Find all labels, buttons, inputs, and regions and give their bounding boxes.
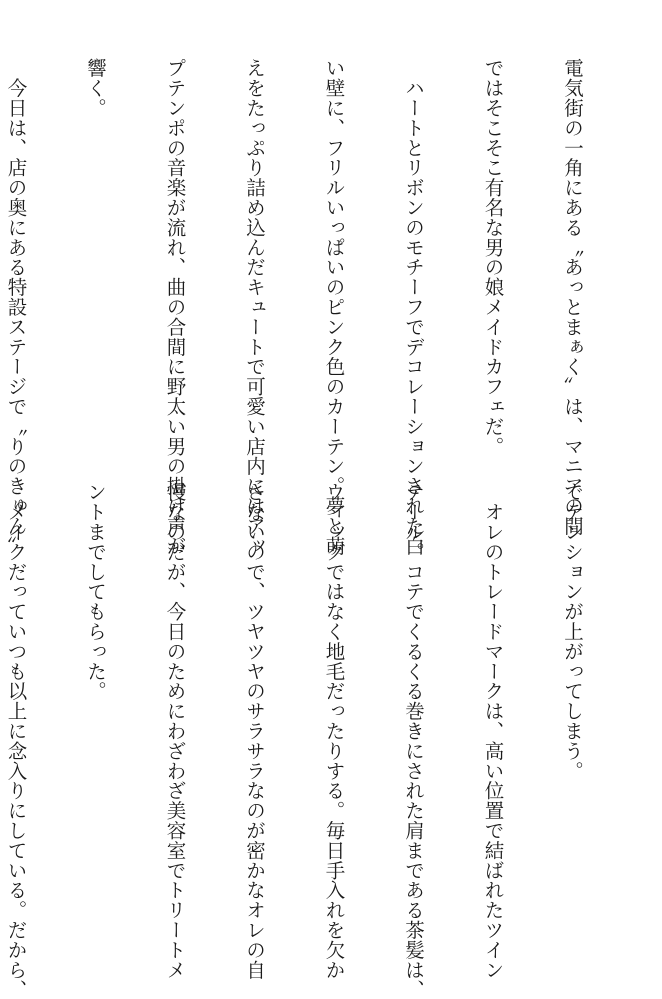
text-column: 慢なのだが、今日のためにわざわざ美容室でトリートメ [163,482,187,980]
top-text-block [4,58,638,556]
text-column: ではそこそこ有名な男の娘メイドカフェだ。 [481,58,505,456]
text-column: 今日は、店の奥にある特設ステージで〝りのきゅん〟 [4,58,28,556]
text-column: オレのトレードマークは、高い位置で結ばれたツイン [481,482,505,980]
text-column: メイクだっていつも以上に念入りにしている。だから、 [4,482,28,999]
text-column: ハートとリボンのモチーフでデコレーションされた白 [402,58,425,556]
bottom-text-block [4,482,638,999]
text-column: でテンションが上がってしまう。 [561,482,584,781]
text-column: ウィッグではなく地毛だったりする。毎日手入れを欠か [322,482,346,980]
text-column: 電気街の一角にある〝あっとまぁく〟は、マニアの間 [561,58,584,536]
text-column: えをたっぷり詰め込んだキュートで可愛い店内にはアッ [243,58,266,556]
text-column: プテンポの音楽が流れ、曲の合間に野太い男の掛け声が [163,58,187,556]
text-column: 響く。 [84,58,107,118]
text-column: さないので、ツヤツヤのサラサラなのが密かなオレの自 [243,482,266,980]
text-column: テール。コテでくるくる巻きにされた肩まである茶髪は、 [402,482,425,999]
text-column: い壁に、フリルいっぱいのピンク色のカーテン。夢と萌 [322,58,346,556]
text-column: ントまでしてもらった。 [84,482,107,701]
